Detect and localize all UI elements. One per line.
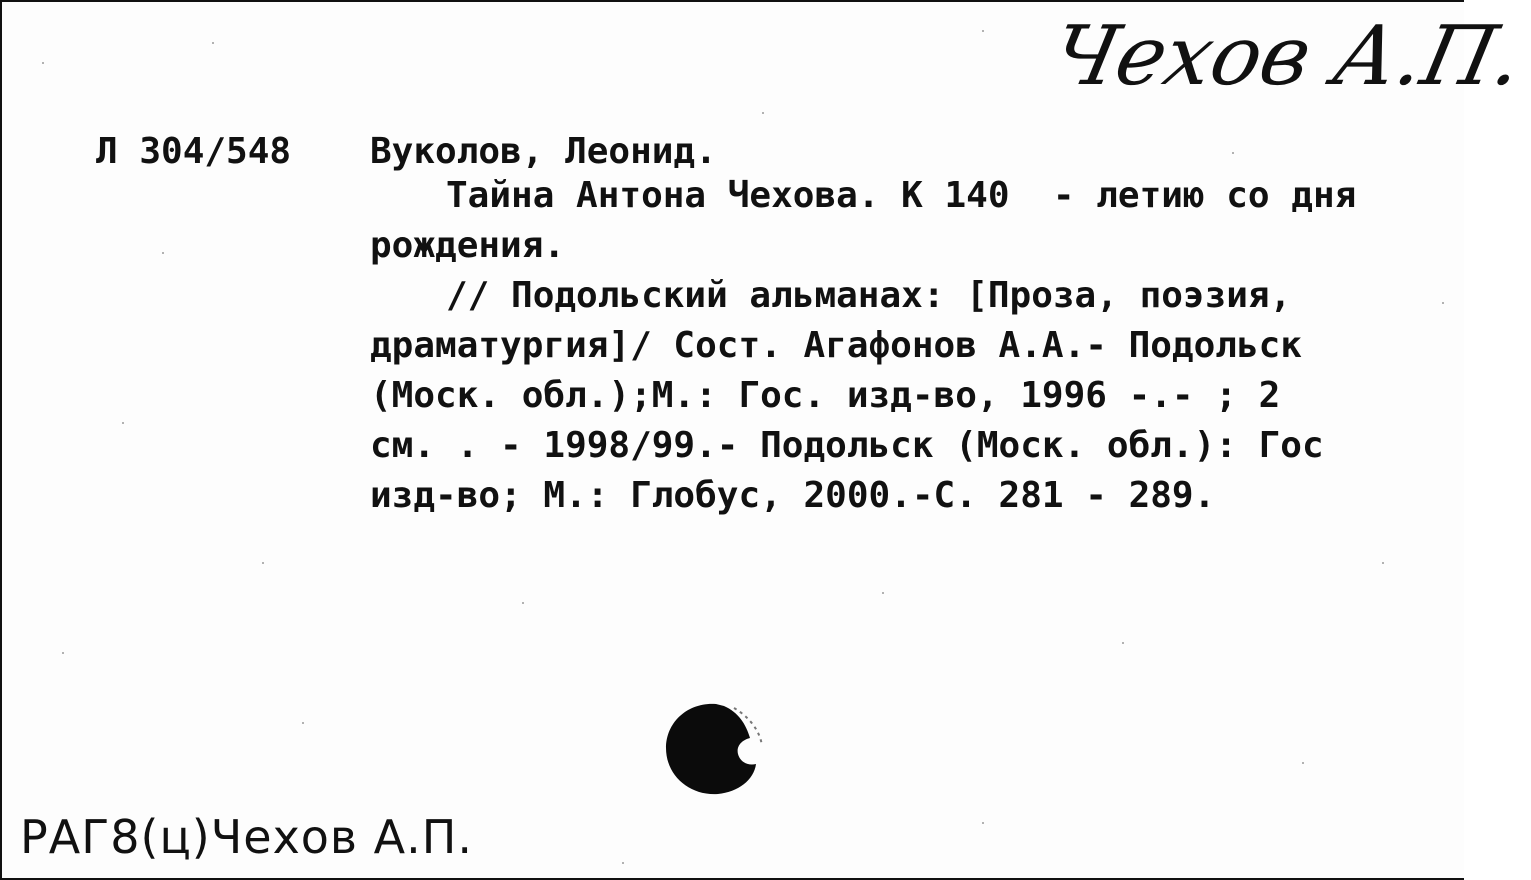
source-line: // Подольский альманах: [Проза, поэзия,	[446, 275, 1292, 316]
pages-line: изд-во; М.: Глобус, 2000.-С. 281 - 289.	[370, 475, 1216, 516]
imprint-line: (Моск. обл.);М.: Гос. изд-во, 1996 -.- ; 2	[370, 375, 1281, 416]
title-line: Тайна Антона Чехова. К 140 - летию со дня	[446, 175, 1357, 216]
handwritten-heading: Чехов А.П.	[1044, 9, 1531, 104]
source-line-continued: драматургия]/ Сост. Агафонов А.А.- Подольск	[370, 325, 1302, 366]
punch-hole	[664, 700, 766, 798]
handwritten-classification-code: РАГ8(ц)Чехов А.П.	[20, 810, 473, 864]
author-heading: Вуколов, Леонид.	[370, 131, 717, 172]
shelf-mark: Л 304/548	[96, 131, 292, 172]
imprint-line-continued: см. . - 1998/99.- Подольск (Моск. обл.): Гос	[370, 425, 1324, 466]
title-line-continued: рождения.	[370, 225, 566, 266]
